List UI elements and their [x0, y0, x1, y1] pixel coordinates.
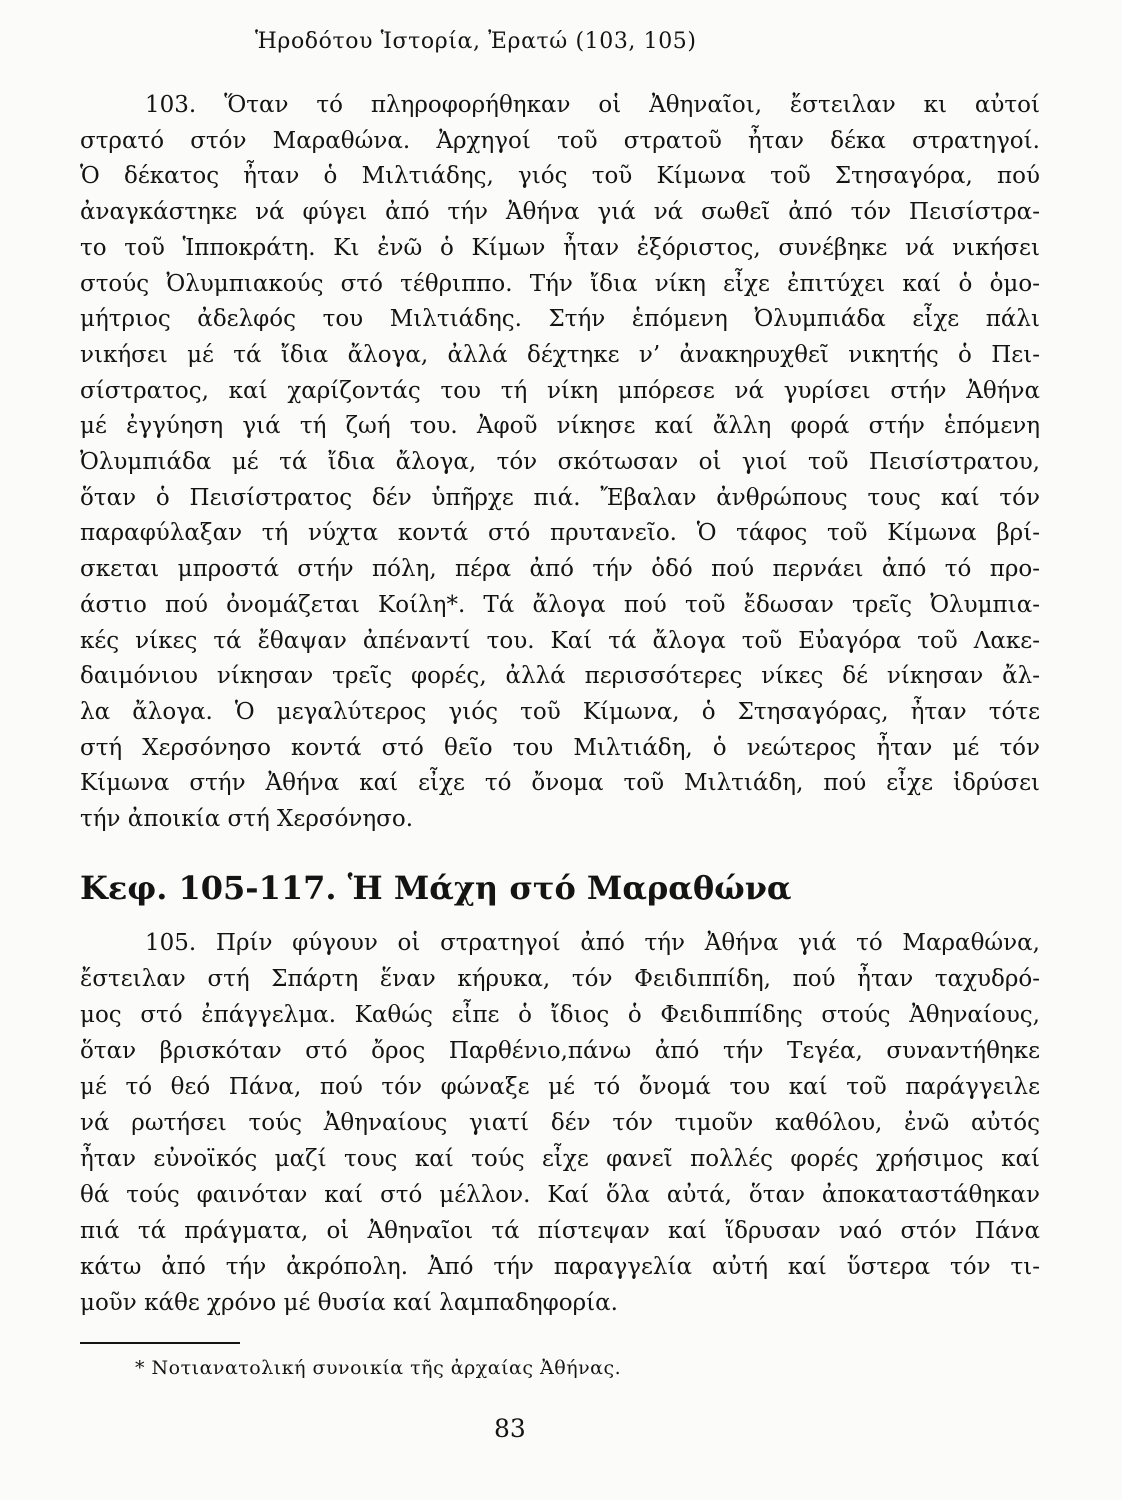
paragraph-105-line-6: νά ρωτήσει τούς Ἀθηναίους γιατί δέν τόν τιμοῦν καθόλου, ἐνῶ αὐτός [80, 1110, 1040, 1136]
footnote: * Νοτιανατολική συνοικία τῆς ἀρχαίας Ἀθήνας. [135, 1357, 622, 1379]
paragraph-105-line-2: ἔστειλαν στή Σπάρτη ἕναν κήρυκα, τόν Φειδιππίδη, πού ἦταν ταχυδρό- [80, 966, 1040, 992]
paragraph-105-line-8: θά τούς φαινόταν καί στό μέλλον. Καί ὅλα αὐτά, ὅταν ἀποκαταστάθηκαν [80, 1182, 1040, 1208]
paragraph-105 [80, 925, 1040, 1321]
paragraph-103-line-1: 103. Ὅταν τό πληροφορήθηκαν οἱ Ἀθηναῖοι, ἔστειλαν κι αὐτοί [145, 92, 1040, 118]
paragraph-105-line-4: ὅταν βρισκόταν στό ὄρος Παρθένιο,πάνω ἀπό τήν Τεγέα, συναντήθηκε [80, 1038, 1040, 1064]
paragraph-103-line-5: το τοῦ Ἱπποκράτη. Κι ἐνῶ ὁ Κίμων ἦταν ἐξόριστος, συνέβηκε νά νικήσει [80, 234, 1040, 261]
paragraph-103-line-4: ἀναγκάστηκε νά φύγει ἀπό τήν Ἀθήνα γιά νά σωθεῖ ἀπό τόν Πεισίστρα- [80, 199, 1040, 226]
paragraph-103 [80, 88, 1040, 838]
paragraph-103-line-16: κές νίκες τά ἔθαψαν ἀπέναντί του. Καί τά ἄλογα τοῦ Εὐαγόρα τοῦ Λακε- [80, 627, 1040, 654]
paragraph-103-line-15: άστιο πού ὀνομάζεται Κοίλη*. Τά ἄλογα πού τοῦ ἔδωσαν τρεῖς Ὀλυμπια- [80, 591, 1040, 618]
paragraph-103-line-18: λα ἄλογα. Ὁ μεγαλύτερος γιός τοῦ Κίμωνα, ὁ Στησαγόρας, ἦταν τότε [80, 698, 1040, 725]
paragraph-103-line-11: Ὀλυμπιάδα μέ τά ἴδια ἄλογα, τόν σκότωσαν οἱ γιοί τοῦ Πεισίστρατου, [80, 449, 1040, 476]
paragraph-103-line-17: δαιμόνιου νίκησαν τρεῖς φορές, ἀλλά περισσότερες νίκες δέ νίκησαν ἄλ- [80, 663, 1040, 690]
paragraph-105-line-10: κάτω ἀπό τήν ἀκρόπολη. Ἀπό τήν παραγγελία αὐτή καί ὕστερα τόν τι- [80, 1254, 1040, 1280]
running-head: Ἡροδότου Ἱστορία, Ἐρατώ (103, 105) [255, 29, 697, 54]
paragraph-103-line-19: στή Χερσόνησο κοντά στό θεῖο του Μιλτιάδη, ὁ νεώτερος ἦταν μέ τόν [80, 734, 1040, 761]
footnote-divider [80, 1342, 240, 1344]
paragraph-103-line-2: στρατό στόν Μαραθώνα. Ἀρχηγοί τοῦ στρατοῦ ἦταν δέκα στρατηγοί. [80, 127, 1040, 154]
chapter-heading: Κεφ. 105-117. Ἡ Μάχη στό Μαραθώνα [80, 869, 792, 907]
paragraph-103-line-9: σίστρατος, καί χαρίζοντάς του τή νίκη μπόρεσε νά γυρίσει στήν Ἀθήνα [80, 377, 1040, 404]
paragraph-103-line-21: τήν ἀποικία στή Χερσόνησο. [80, 806, 414, 833]
paragraph-103-line-12: ὅταν ὁ Πεισίστρατος δέν ὑπῆρχε πιά. Ἔβαλαν ἀνθρώπους τους καί τόν [80, 484, 1040, 511]
paragraph-103-line-14: σκεται μπροστά στήν πόλη, πέρα ἀπό τήν ὁδό πού περνάει ἀπό τό προ- [80, 556, 1040, 583]
paragraph-105-line-9: πιά τά πράγματα, οἱ Ἀθηναῖοι τά πίστεψαν καί ἵδρυσαν ναό στόν Πάνα [80, 1218, 1040, 1244]
paragraph-103-line-13: παραφύλαξαν τή νύχτα κοντά στό πρυτανεῖο. Ὁ τάφος τοῦ Κίμωνα βρί- [80, 520, 1040, 547]
paragraph-105-line-1: 105. Πρίν φύγουν οἱ στρατηγοί ἀπό τήν Ἀθήνα γιά τό Μαραθώνα, [145, 930, 1040, 956]
paragraph-103-line-6: στούς Ὀλυμπιακούς στό τέθριππο. Τήν ἴδια νίκη εἶχε ἐπιτύχει καί ὁ ὁμο- [80, 270, 1040, 297]
paragraph-105-line-7: ἦταν εὐνοϊκός μαζί τους καί τούς εἶχε φανεῖ πολλές φορές χρήσιμος καί [80, 1146, 1040, 1172]
paragraph-103-line-7: μήτριος ἀδελφός του Μιλτιάδης. Στήν ἑπόμενη Ὀλυμπιάδα εἶχε πάλι [80, 306, 1040, 333]
paragraph-103-line-8: νικήσει μέ τά ἴδια ἄλογα, ἀλλά δέχτηκε ν’ ἀνακηρυχθεῖ νικητής ὁ Πει- [80, 341, 1040, 368]
paragraph-103-line-10: μέ ἐγγύηση γιά τή ζωή του. Ἀφοῦ νίκησε καί ἄλλη φορά στήν ἑπόμενη [80, 413, 1040, 440]
paragraph-103-line-20: Κίμωνα στήν Ἀθήνα καί εἶχε τό ὄνομα τοῦ Μιλτιάδη, πού εἶχε ἱδρύσει [80, 770, 1040, 797]
paragraph-105-line-11: μοῦν κάθε χρόνο μέ θυσία καί λαμπαδηφορία. [80, 1290, 618, 1316]
paragraph-103-line-3: Ὁ δέκατος ἦταν ὁ Μιλτιάδης, γιός τοῦ Κίμωνα τοῦ Στησαγόρα, πού [80, 163, 1040, 190]
paragraph-105-line-3: μος στό ἐπάγγελμα. Καθώς εἶπε ὁ ἴδιος ὁ Φειδιππίδης στούς Ἀθηναίους, [80, 1002, 1040, 1028]
page-number: 83 [494, 1414, 526, 1443]
paragraph-105-line-5: μέ τό θεό Πάνα, πού τόν φώναξε μέ τό ὄνομά του καί τοῦ παράγγειλε [80, 1074, 1040, 1100]
